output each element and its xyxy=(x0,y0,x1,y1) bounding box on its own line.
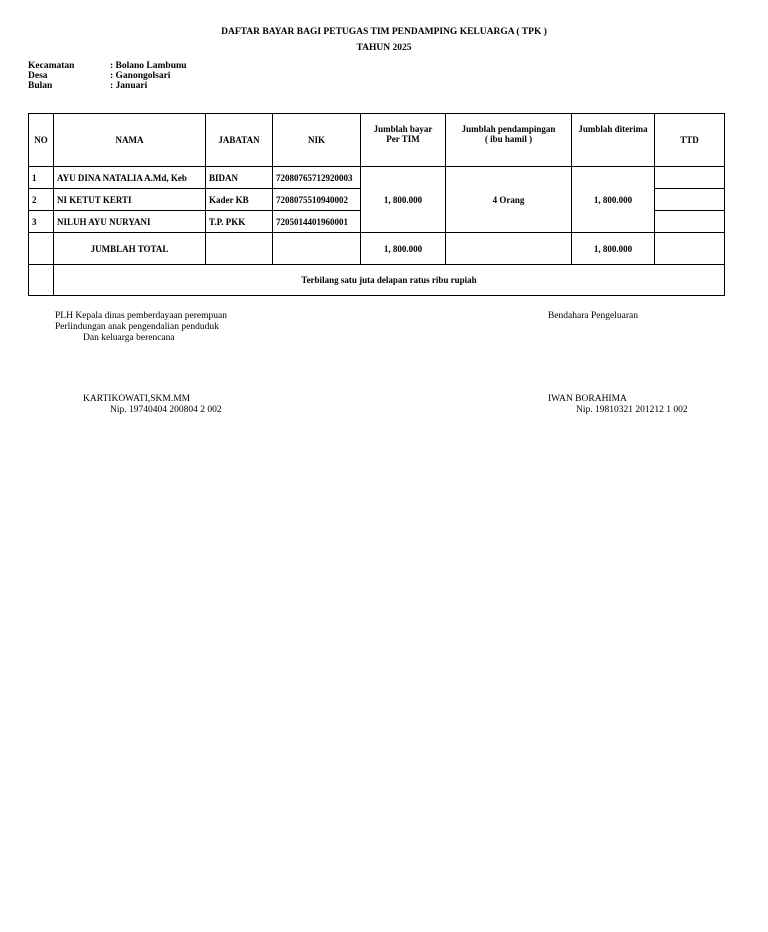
meta-info xyxy=(28,61,187,91)
left-signatory-nip: Nip. 19740404 200804 2 002 xyxy=(110,405,222,415)
row-nama: NI KETUT KERTI xyxy=(54,189,206,211)
row-no: 1 xyxy=(29,167,54,189)
meta-desa xyxy=(28,71,187,81)
header-nik: NIK xyxy=(273,114,361,167)
left-signatory-name: KARTIKOWATI,SKM.MM xyxy=(83,394,191,404)
jumlah-bayar-value: 1, 800.000 xyxy=(361,167,446,233)
bulan-label: Bulan xyxy=(28,81,53,91)
row-nik: 7205014401960001 xyxy=(273,211,361,233)
total-pendampingan xyxy=(446,233,572,265)
row-nama: NILUH AYU NURYANI xyxy=(54,211,206,233)
total-nik xyxy=(273,233,361,265)
total-ttd xyxy=(655,233,725,265)
kecamatan-label: Kecamatan xyxy=(28,61,75,71)
ttd-cell xyxy=(655,189,725,211)
row-nik: 7208075510940002 xyxy=(273,189,361,211)
header-pendampingan xyxy=(446,114,572,167)
total-label: JUMBLAH TOTAL xyxy=(54,233,206,265)
bulan-value: : Januari xyxy=(110,81,148,91)
right-signatory-nip: Nip. 19810321 201212 1 002 xyxy=(576,405,688,415)
header-jabatan: JABATAN xyxy=(206,114,273,167)
header-jumlah-bayar-line2: Per TIM xyxy=(386,134,420,144)
row-no: 3 xyxy=(29,211,54,233)
left-signatory xyxy=(55,394,222,416)
header-diterima: Jumblah diterima xyxy=(572,114,655,167)
desa-value: : Ganongolsari xyxy=(110,71,171,81)
table-header-row xyxy=(29,114,725,167)
header-no: NO xyxy=(29,114,54,167)
terbilang-no xyxy=(29,265,54,296)
header-jumlah-bayar-line1: Jumblah bayar xyxy=(373,124,433,134)
document-title: DAFTAR BAYAR BAGI PETUGAS TIM PENDAMPING KELUARGA ( TPK ) xyxy=(221,27,547,37)
row-no: 2 xyxy=(29,189,54,211)
table-row xyxy=(29,167,725,189)
desa-label: Desa xyxy=(28,71,48,81)
diterima-value: 1, 800.000 xyxy=(572,167,655,233)
document-year: TAHUN 2025 xyxy=(356,43,412,53)
meta-bulan xyxy=(28,81,187,91)
total-bayar: 1, 800.000 xyxy=(361,233,446,265)
row-jabatan: BIDAN xyxy=(206,167,273,189)
left-title-line2: Perlindungan anak pengendalian penduduk xyxy=(55,322,219,332)
left-title-line3: Dan keluarga berencana xyxy=(83,333,175,343)
header-pendampingan-line2: ( ibu hamil ) xyxy=(484,134,533,144)
row-nama: AYU DINA NATALIA A.Md, Keb xyxy=(54,167,206,189)
payment-table xyxy=(28,113,725,296)
row-nik: 72080765712920003 xyxy=(273,167,361,189)
terbilang-row xyxy=(29,265,725,296)
meta-kecamatan xyxy=(28,61,187,71)
total-jabatan xyxy=(206,233,273,265)
kecamatan-value: : Bolano Lambunu xyxy=(110,61,187,71)
ttd-cell xyxy=(655,167,725,189)
total-diterima: 1, 800.000 xyxy=(572,233,655,265)
right-signatory-name: IWAN BORAHIMA xyxy=(548,394,627,404)
header-pendampingan-line1: Jumblah pendampingan xyxy=(461,124,556,134)
header-jumlah-bayar xyxy=(361,114,446,167)
row-jabatan: Kader KB xyxy=(206,189,273,211)
right-title-line1: Bendahara Pengeluaran xyxy=(548,311,638,321)
header-nama: NAMA xyxy=(54,114,206,167)
left-signature-block xyxy=(55,311,227,344)
right-signatory xyxy=(548,394,688,416)
total-row xyxy=(29,233,725,265)
ttd-cell xyxy=(655,211,725,233)
terbilang-text: Terbilang satu juta delapan ratus ribu rupiah xyxy=(54,265,725,296)
right-signature-block xyxy=(548,311,638,322)
row-jabatan: T.P. PKK xyxy=(206,211,273,233)
left-title-line1: PLH Kepala dinas pemberdayaan perempuan xyxy=(55,311,227,321)
total-no xyxy=(29,233,54,265)
pendampingan-value: 4 Orang xyxy=(446,167,572,233)
header-ttd: TTD xyxy=(655,114,725,167)
